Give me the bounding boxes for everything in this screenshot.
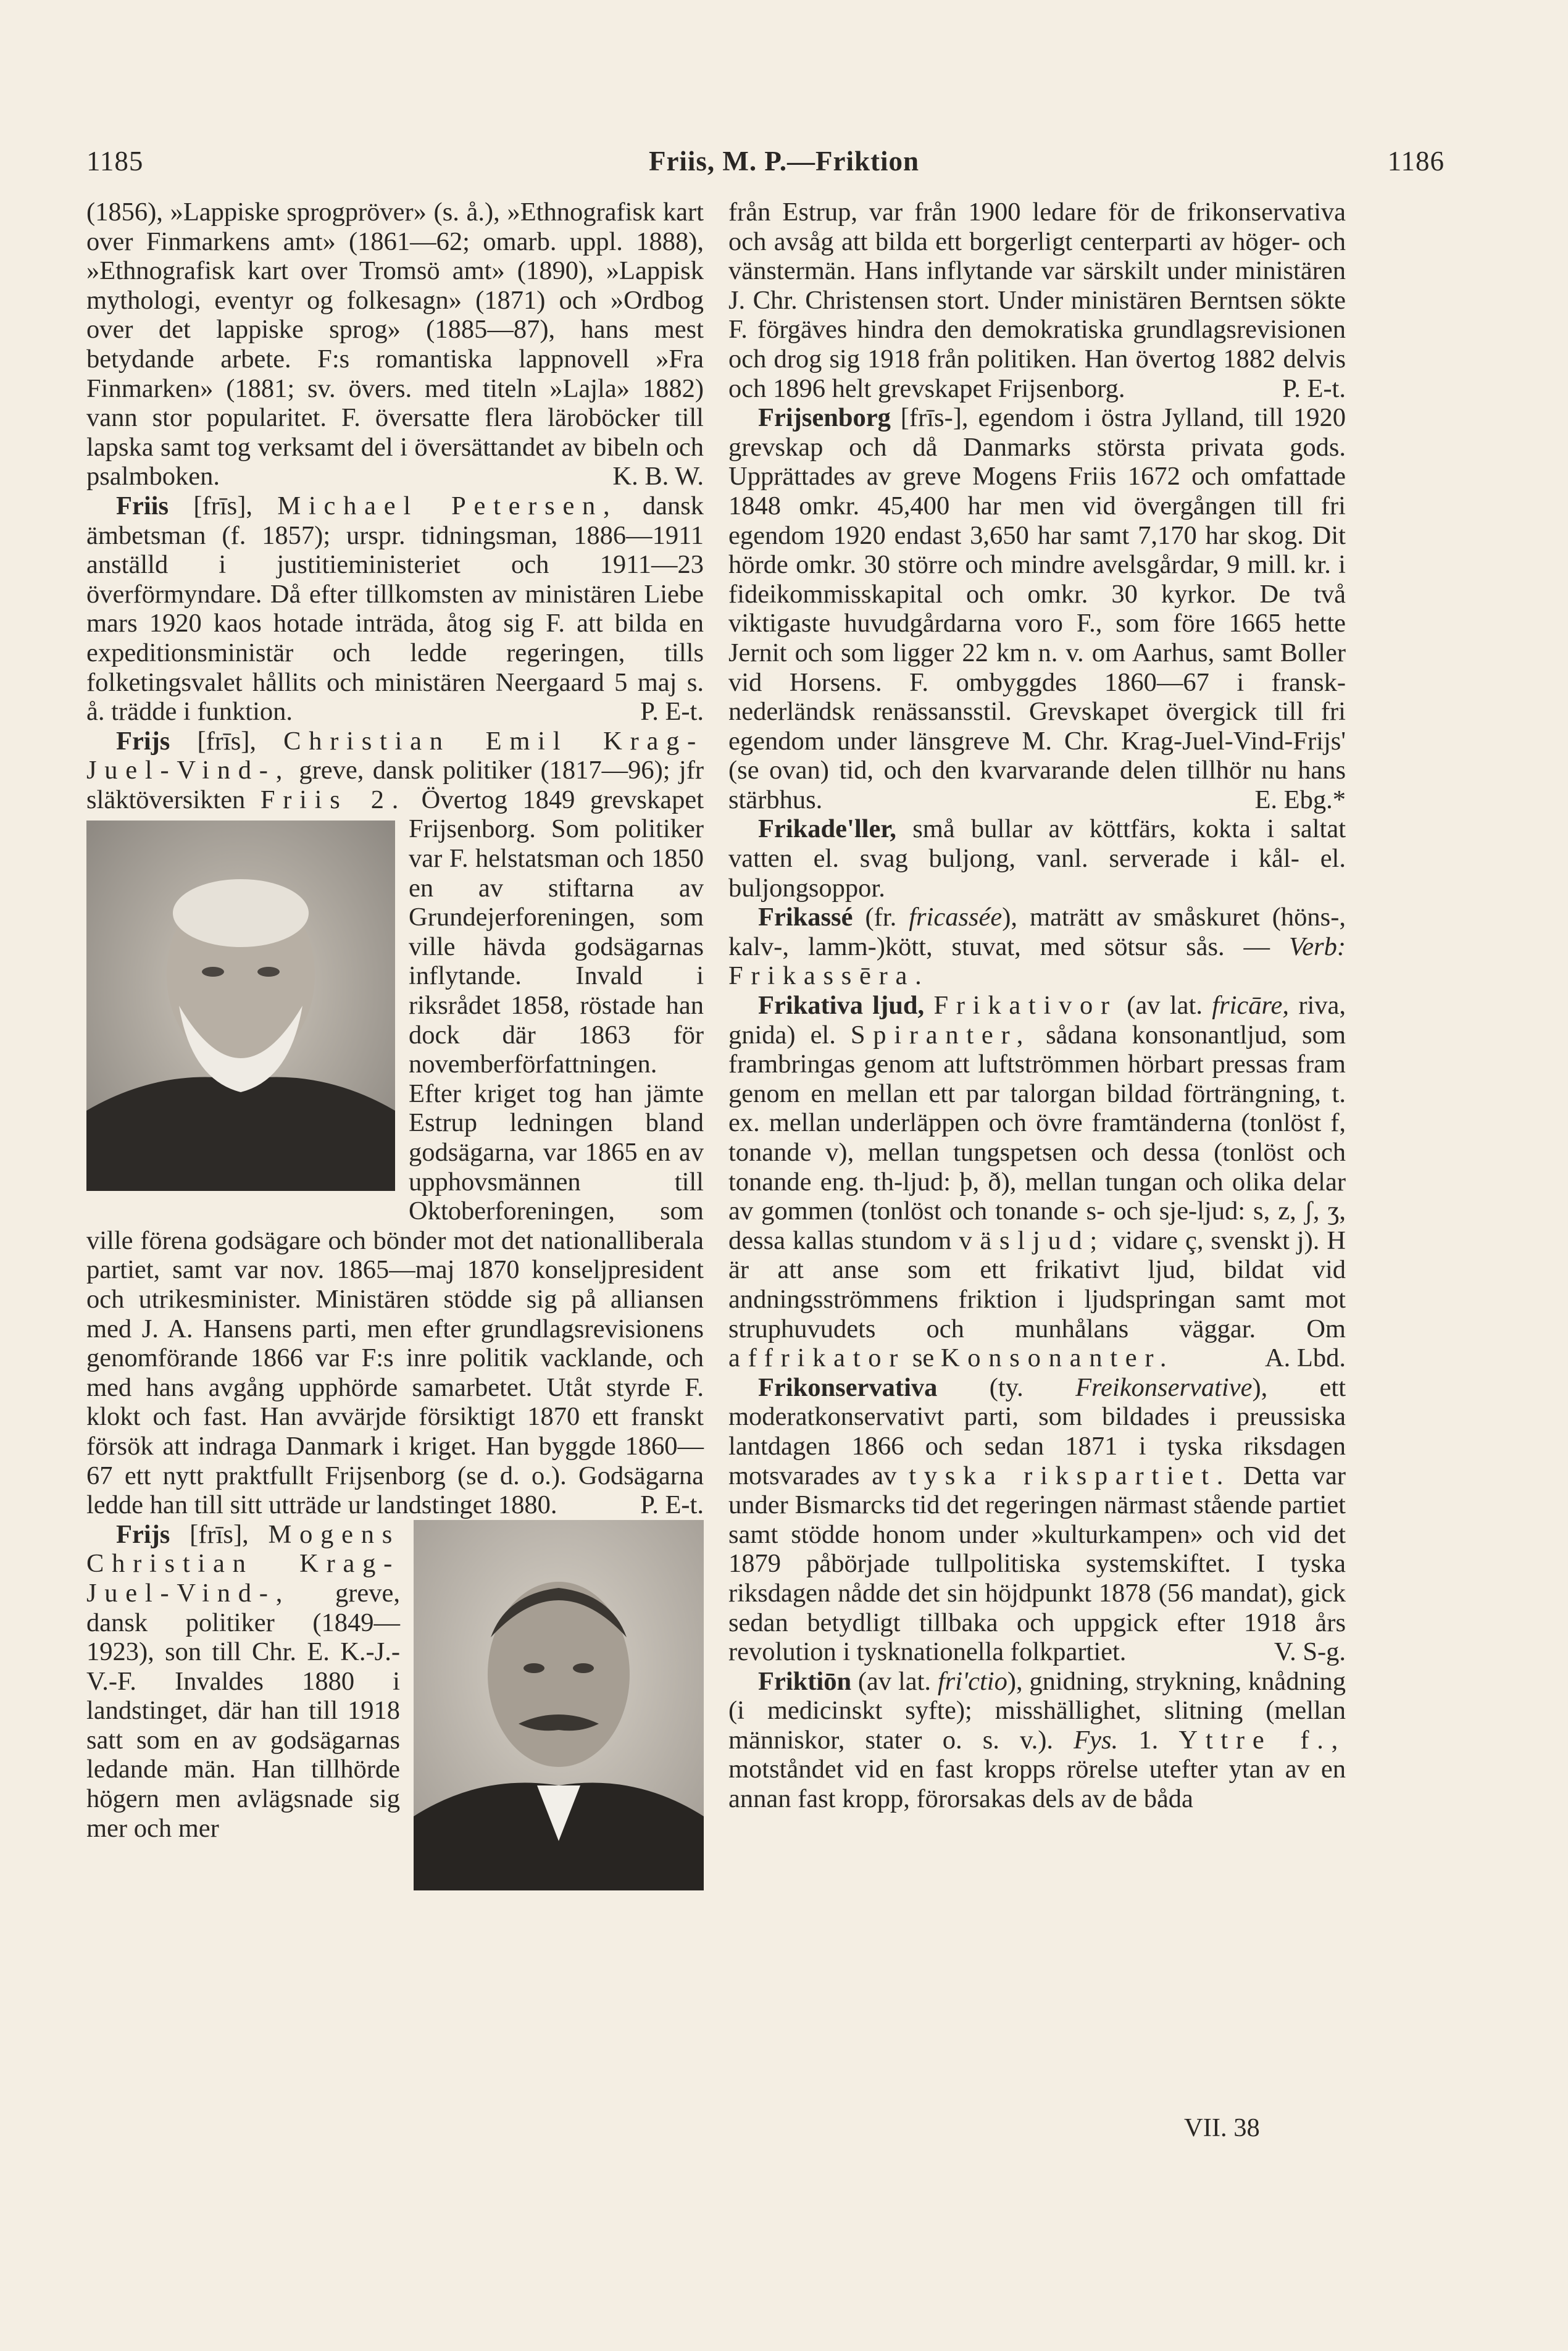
entry-headword: Frijs — [116, 726, 170, 756]
running-title: Friis, M. P.—Friktion — [648, 146, 920, 177]
entry-headword: Frikonservativa — [758, 1372, 938, 1402]
entry-frikadeller: Frikade'ller, små bullar av köttfärs, kokta i saltat vatten el. svag buljong, vanl. serverade i kål- el. buljongsoppor. — [728, 814, 1346, 903]
entry-frijsenborg: Frijsenborg [frīs-], egendom i östra Jylland, till 1920 grevskap och då Danmarks största privata gods. Upprättades av greve Mogens Friis 1672 och omfattade 1848 omkr. 45,400 har men vid övergången till fri egendom 1920 endast 3,650 har samt 7,170 har skog. Dit hörde omkr. 30 större och mindre avelsgårdar, 9 mill. kr. i fideikommisskapital och omkr. 30 kyrkor. De två viktigaste huvudgårdarna voro F., som före 1665 hette Jernit och som ligger 22 km n. v. om Aarhus, samt Boller vid Horsens. F. ombyggdes 1860—67 i fransk-nederländsk renässansstil. Grevskapet övergick till fri egendom under länsgreve M. Chr. Krag-Juel-Vind-Frijs' (se ovan) tid, och den kvarvarande delen tillhör nu hans stärbhus. E. Ebg.* — [728, 403, 1346, 814]
friis-jens-continuation: (1856), »Lappiske sprogpröver» (s. å.), »Ethnografisk kart over Finmarkens amt» (1861—62; omarb. uppl. 1888), »Ethnografisk kart over Tromsö amt» (1890), »Lappisk mythologi, eventyr og folkesagn» (1871) och »Ordbog over det lappiske sprog» (1885—87), hans mest betydande arbete. F:s romantiska lappnovell »Fra Finmarken» (1881; sv. övers. med titeln »Lajla» 1882) vann stor popularitet. F. översatte flera läroböcker till lapska samt tog verksamt del i översättandet av bibeln och psalmboken. K. B. W. — [86, 198, 704, 491]
cross-reference: Konsonanter. — [940, 1343, 1175, 1373]
page-number-left: 1185 — [86, 146, 144, 177]
right-column — [728, 198, 1346, 1814]
entry-name: Michael Petersen, — [277, 491, 618, 520]
signature: A. Lbd. — [1264, 1343, 1346, 1373]
signature: K. B. W. — [612, 462, 704, 491]
entry-friktion: Friktiōn (av lat. fri'ctio), gnidning, strykning, knådning (i medicinskt syfte); misshällighet, slitning (mellan människor, stater o. s. v.). Fys. 1. Yttre f., motståndet vid en fast kropps rörelse utefter ytan av en annan fast kropp, förorsakas dels av de båda — [728, 1666, 1346, 1814]
signature: P. E-t. — [640, 697, 704, 727]
page-number-right: 1186 — [1387, 146, 1445, 177]
frijs-mogens-continuation: från Estrup, var från 1900 ledare för de frikonservativa och avsåg att bilda ett borgerligt centerparti av höger- och vänstermän. Hans inflytande var särskilt under ministären J. Chr. Christensen stort. Under ministären Berntsen sökte F. förgäves hindra den demokratiska grundlagsrevisionen och drog sig 1918 från politiken. Han övertog 1882 delvis och 1896 helt grevskapet Frijsenborg. P. E-t. — [728, 198, 1346, 403]
entry-frikonservativa: Frikonservativa (ty. Freikonservative), ett moderatkonservativt parti, som bildades i preussiska lantdagen 1866 och sedan 1871 i tyska riksdagen motsvarades av tyska rikspartiet. Detta var under Bismarcks tid det regeringen närmast stående partiet samt stödde honom under »kulturkampen» och vid det 1879 påbörjade tullpolitiska systemskiftet. I tyska riksdagen nådde det sin höjdpunkt 1878 (56 mandat), gick sedan betydligt tillbaka och uppgick efter 1918 års revolution i tysknationella folkpartiet. V. S-g. — [728, 1372, 1346, 1667]
entry-frikasse: Frikassé (fr. fricassée), maträtt av småskuret (höns-, kalv-, lamm-)kött, stuvat, med sötsur sås. — Verb: Frikassēra. — [728, 903, 1346, 991]
entry-headword: Frijs — [116, 1519, 170, 1549]
entry-frikativa-ljud: Frikativa ljud, Frikativor (av lat. fricāre, riva, gnida) el. Spiranter, sådana konsonantljud, som frambringas genom att luftströmmen hörbart pressas fram genom en mellan ett par talorgan bildad förträngning, t. ex. mellan underläppen och övre framtänderna (tonlöst f, tonande v), mellan tungspetsen och dessa (tonlöst och tonande eng. th-ljud: þ, ð), mellan tungan och olika delar av gommen (tonlöst och tonande s- och sje-ljud: s, z, ʃ, ʒ, dessa kallas stundom väsljud; vidare ç, svenskt j). H är att anse som ett frikativt ljud, bildat vid andningsströmmens friktion i ljudspringan samt mot struphuvudets och munhålans väggar. Om affrikator se Konsonanter. A. Lbd. — [728, 991, 1346, 1373]
signature: E. Ebg.* — [1254, 785, 1346, 814]
entry-headword: Friktiōn — [758, 1666, 852, 1696]
entry-name: Mogens Christian Krag-Juel-Vind-, — [86, 1519, 400, 1608]
entry-frijs-mogens: Frijs [frīs], Mogens Christian Krag-Juel-Vind-, greve, dansk politiker (1849—1923), son till Chr. E. K.-J.-V.-F. Invaldes 1880 i landstinget, där han till 1918 satt som en av godsägarnas ledande män. Han tillhörde högern men avlägsnade sig mer och mer — [86, 1520, 704, 1844]
entry-headword: Frikativa ljud, — [758, 991, 925, 1021]
entry-headword: Frikassé — [758, 903, 853, 932]
entry-name: Christian Emil Krag-Juel-Vind-, — [86, 726, 704, 785]
signature: P. E-t. — [1282, 374, 1346, 403]
signature: V. S-g. — [1274, 1637, 1346, 1667]
entry-headword: Frijsenborg — [758, 403, 891, 433]
entry-headword: Friis — [116, 491, 169, 520]
portrait-mogens-frijs — [414, 1520, 704, 1890]
signature: P. E-t. — [640, 1490, 704, 1520]
left-column — [86, 198, 704, 1897]
portrait-christian-frijs — [86, 821, 395, 1191]
volume-page-marker: VII. 38 — [1184, 2113, 1260, 2142]
cross-reference: Friis 2. — [260, 785, 407, 814]
entry-friis-michael: Friis [frīs], Michael Petersen, dansk ämbetsman (f. 1857); urspr. tidningsman, 1886—1911 anställd i justitieministeriet och 1911—23 överförmyndare. Då efter tillkomsten av ministären Liebe mars 1920 kaos hotade inträda, åtog sig F. att bilda en expeditionsministär och ledde regeringen, tills folketingsvalet hållits och ministären Neergaard 5 maj s. å. trädde i funktion. P. E-t. — [86, 491, 704, 727]
entry-headword: Frikade'ller, — [758, 814, 896, 844]
entry-frijs-christian: Frijs [frīs], Christian Emil Krag-Juel-Vind-, greve, dansk politiker (1817—96); jfr släktöversikten Friis 2. Övertog 1849 grevskapet Frijsenborg. Som politiker var F. helstatsman och 1850 en av stiftarna av Grundejerforeningen, som ville hävda godsägarnas inflytande. Invald i riksrådet 1858, röstade han dock där 1863 för novemberförfattningen. Efter kriget tog han jämte Estrup ledningen bland godsägarna, var 1865 en av upphovsmännen till Oktoberforeningen, som ville förena godsägare och bönder mot det nationalliberala partiet, samt var nov. 1865—maj 1870 konseljpresident och utrikesminister. Ministären stödde sig på alliansen med J. A. Hansens parti, men efter grundlagsrevisionens genomförande 1866 var F:s inre politik vacklande, och med hans avgång upphörde samarbetet. Utåt styrde F. klokt och fast. Han avvärjde försiktigt 1870 ett franskt försök att indraga Danmark i kriget. Han byggde 1860—67 ett nytt praktfullt Frijsenborg (se d. o.). Godsägarna ledde han till sitt utträde ur landstinget 1880. P. E-t. — [86, 726, 704, 1520]
